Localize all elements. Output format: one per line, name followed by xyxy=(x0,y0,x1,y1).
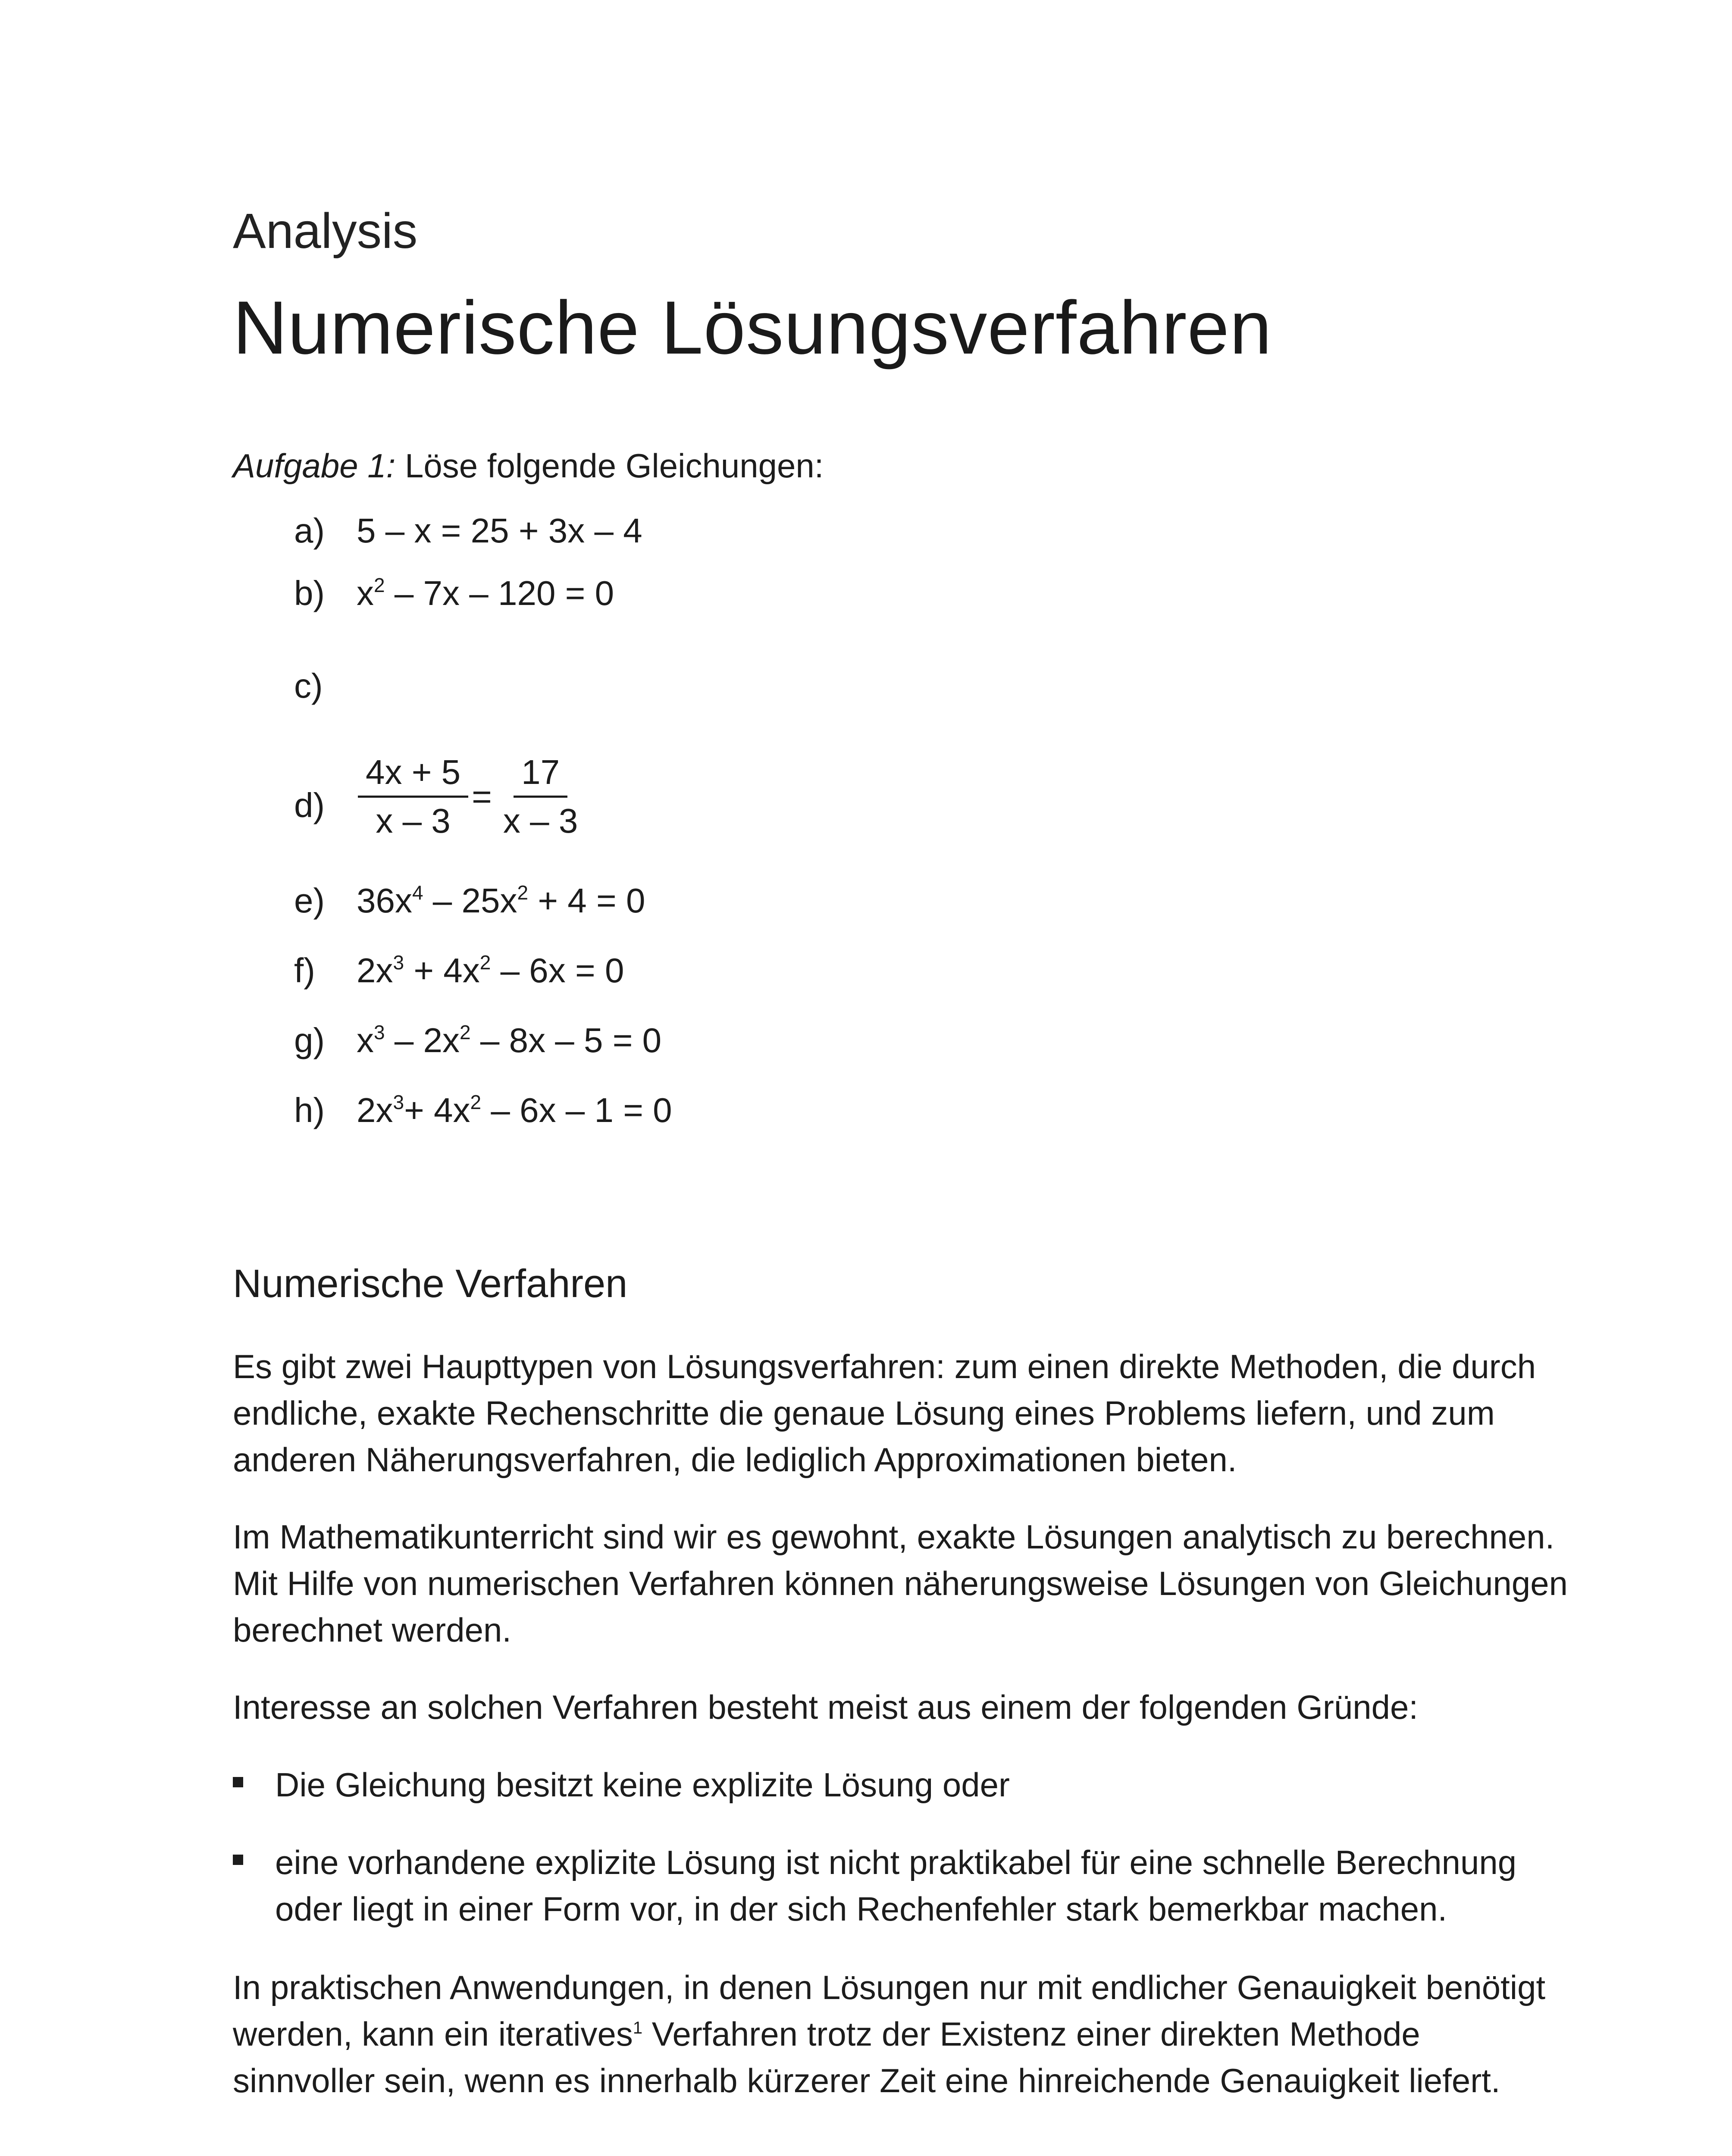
denominator: x – 3 xyxy=(376,802,451,840)
fraction-lhs xyxy=(358,752,468,841)
equation-part: 36x xyxy=(357,881,412,920)
equation-label: c) xyxy=(294,667,323,705)
equation-part: – 6x = 0 xyxy=(491,951,624,990)
equation-label: b) xyxy=(294,574,325,612)
equation-part: – 2x xyxy=(385,1021,460,1059)
equation-part: – 7x – 120 = 0 xyxy=(385,574,614,612)
bullet-icon xyxy=(233,1855,243,1865)
equation-e xyxy=(294,881,645,921)
equation-f xyxy=(294,951,624,990)
equation-d-label-row xyxy=(294,786,357,825)
bullet-icon xyxy=(233,1777,243,1787)
paragraph-4 xyxy=(233,1964,1569,2104)
equation-d xyxy=(358,752,586,841)
task-label: Aufgabe 1: xyxy=(233,447,396,485)
equation-label: g) xyxy=(294,1021,325,1059)
equation-a xyxy=(294,511,642,551)
equation-label: d) xyxy=(294,786,325,824)
equation-label: h) xyxy=(294,1091,325,1129)
exponent: 3 xyxy=(374,1021,385,1044)
page-title: Numerische Lösungsverfahren xyxy=(233,286,1272,370)
paragraph-text: Verfahren trotz der Existenz einer direkten Methode sinnvoller sein, wenn es innerhalb kürzerer Zeit eine hinreichende Genauigkeit liefert. xyxy=(233,2015,1500,2100)
equation-part: – 25x xyxy=(423,881,517,920)
equation-b xyxy=(294,573,614,613)
exponent: 2 xyxy=(460,1021,471,1044)
equation-part: – 8x – 5 = 0 xyxy=(470,1021,662,1059)
equation-part: + 4x xyxy=(404,951,480,990)
paragraph-text: In praktischen Anwendungen, in denen Lösungen nur mit endlicher Genauigkeit benötigt werden, kann ein iteratives xyxy=(233,1968,1546,2053)
equation-part: x xyxy=(357,1021,374,1059)
footnote-reference: 1 xyxy=(633,2018,643,2037)
equation-g xyxy=(294,1021,661,1060)
numerator: 17 xyxy=(514,752,567,798)
equals-sign: = xyxy=(472,777,492,816)
exponent: 4 xyxy=(412,881,423,904)
paragraph-3: Interesse an solchen Verfahren besteht meist aus einem der folgenden Gründe: xyxy=(233,1688,1419,1726)
exponent: 2 xyxy=(479,951,491,974)
task-instruction: Löse folgende Gleichungen: xyxy=(405,447,824,485)
equation-part: x xyxy=(357,574,374,612)
section-heading: Numerische Verfahren xyxy=(233,1262,628,1306)
equation-label: e) xyxy=(294,881,325,920)
equation-expression: 5 – x = 25 + 3x – 4 xyxy=(357,511,642,550)
equation-part: 2x xyxy=(357,1091,393,1129)
equation-part: 2x xyxy=(357,951,393,990)
exponent: 2 xyxy=(374,574,385,596)
list-item xyxy=(233,1839,1569,1932)
denominator: x – 3 xyxy=(503,802,578,840)
equation-h xyxy=(294,1091,672,1130)
exponent: 2 xyxy=(470,1091,482,1113)
list-item-text: eine vorhandene explizite Lösung ist nicht praktikabel für eine schnelle Berechnung oder liegt in einer Form vor, in der sich Rechenfehler stark bemerkbar machen. xyxy=(275,1843,1517,1928)
equation-c xyxy=(294,666,357,706)
paragraph-1: Es gibt zwei Haupttypen von Lösungsverfahren: zum einen direkte Methoden, die durch endliche, exakte Rechenschritte die genaue Lösung eines Problems liefern, und zum anderen Näherungsverfahren, die lediglich Approximationen bieten. xyxy=(233,1348,1536,1479)
paragraph-2: Im Mathematikunterricht sind wir es gewohnt, exakte Lösungen analytisch zu berechnen. Mit Hilfe von numerischen Verfahren können näherungsweise Lösungen von Gleichungen berechnet werden. xyxy=(233,1518,1568,1649)
fraction-rhs xyxy=(495,752,586,841)
equation-part: + 4x xyxy=(404,1091,470,1129)
equation-part: – 6x – 1 = 0 xyxy=(481,1091,672,1129)
exponent: 3 xyxy=(393,1091,404,1113)
exponent: 2 xyxy=(517,881,529,904)
exponent: 3 xyxy=(393,951,404,974)
equation-label: f) xyxy=(294,951,315,990)
list-item xyxy=(233,1761,1569,1808)
task-heading xyxy=(233,446,824,486)
equation-label: a) xyxy=(294,511,325,550)
list-item-text: Die Gleichung besitzt keine explizite Lösung oder xyxy=(275,1766,1010,1804)
equation-part: + 4 = 0 xyxy=(528,881,645,920)
subject-heading: Analysis xyxy=(233,204,418,259)
numerator: 4x + 5 xyxy=(358,752,468,798)
